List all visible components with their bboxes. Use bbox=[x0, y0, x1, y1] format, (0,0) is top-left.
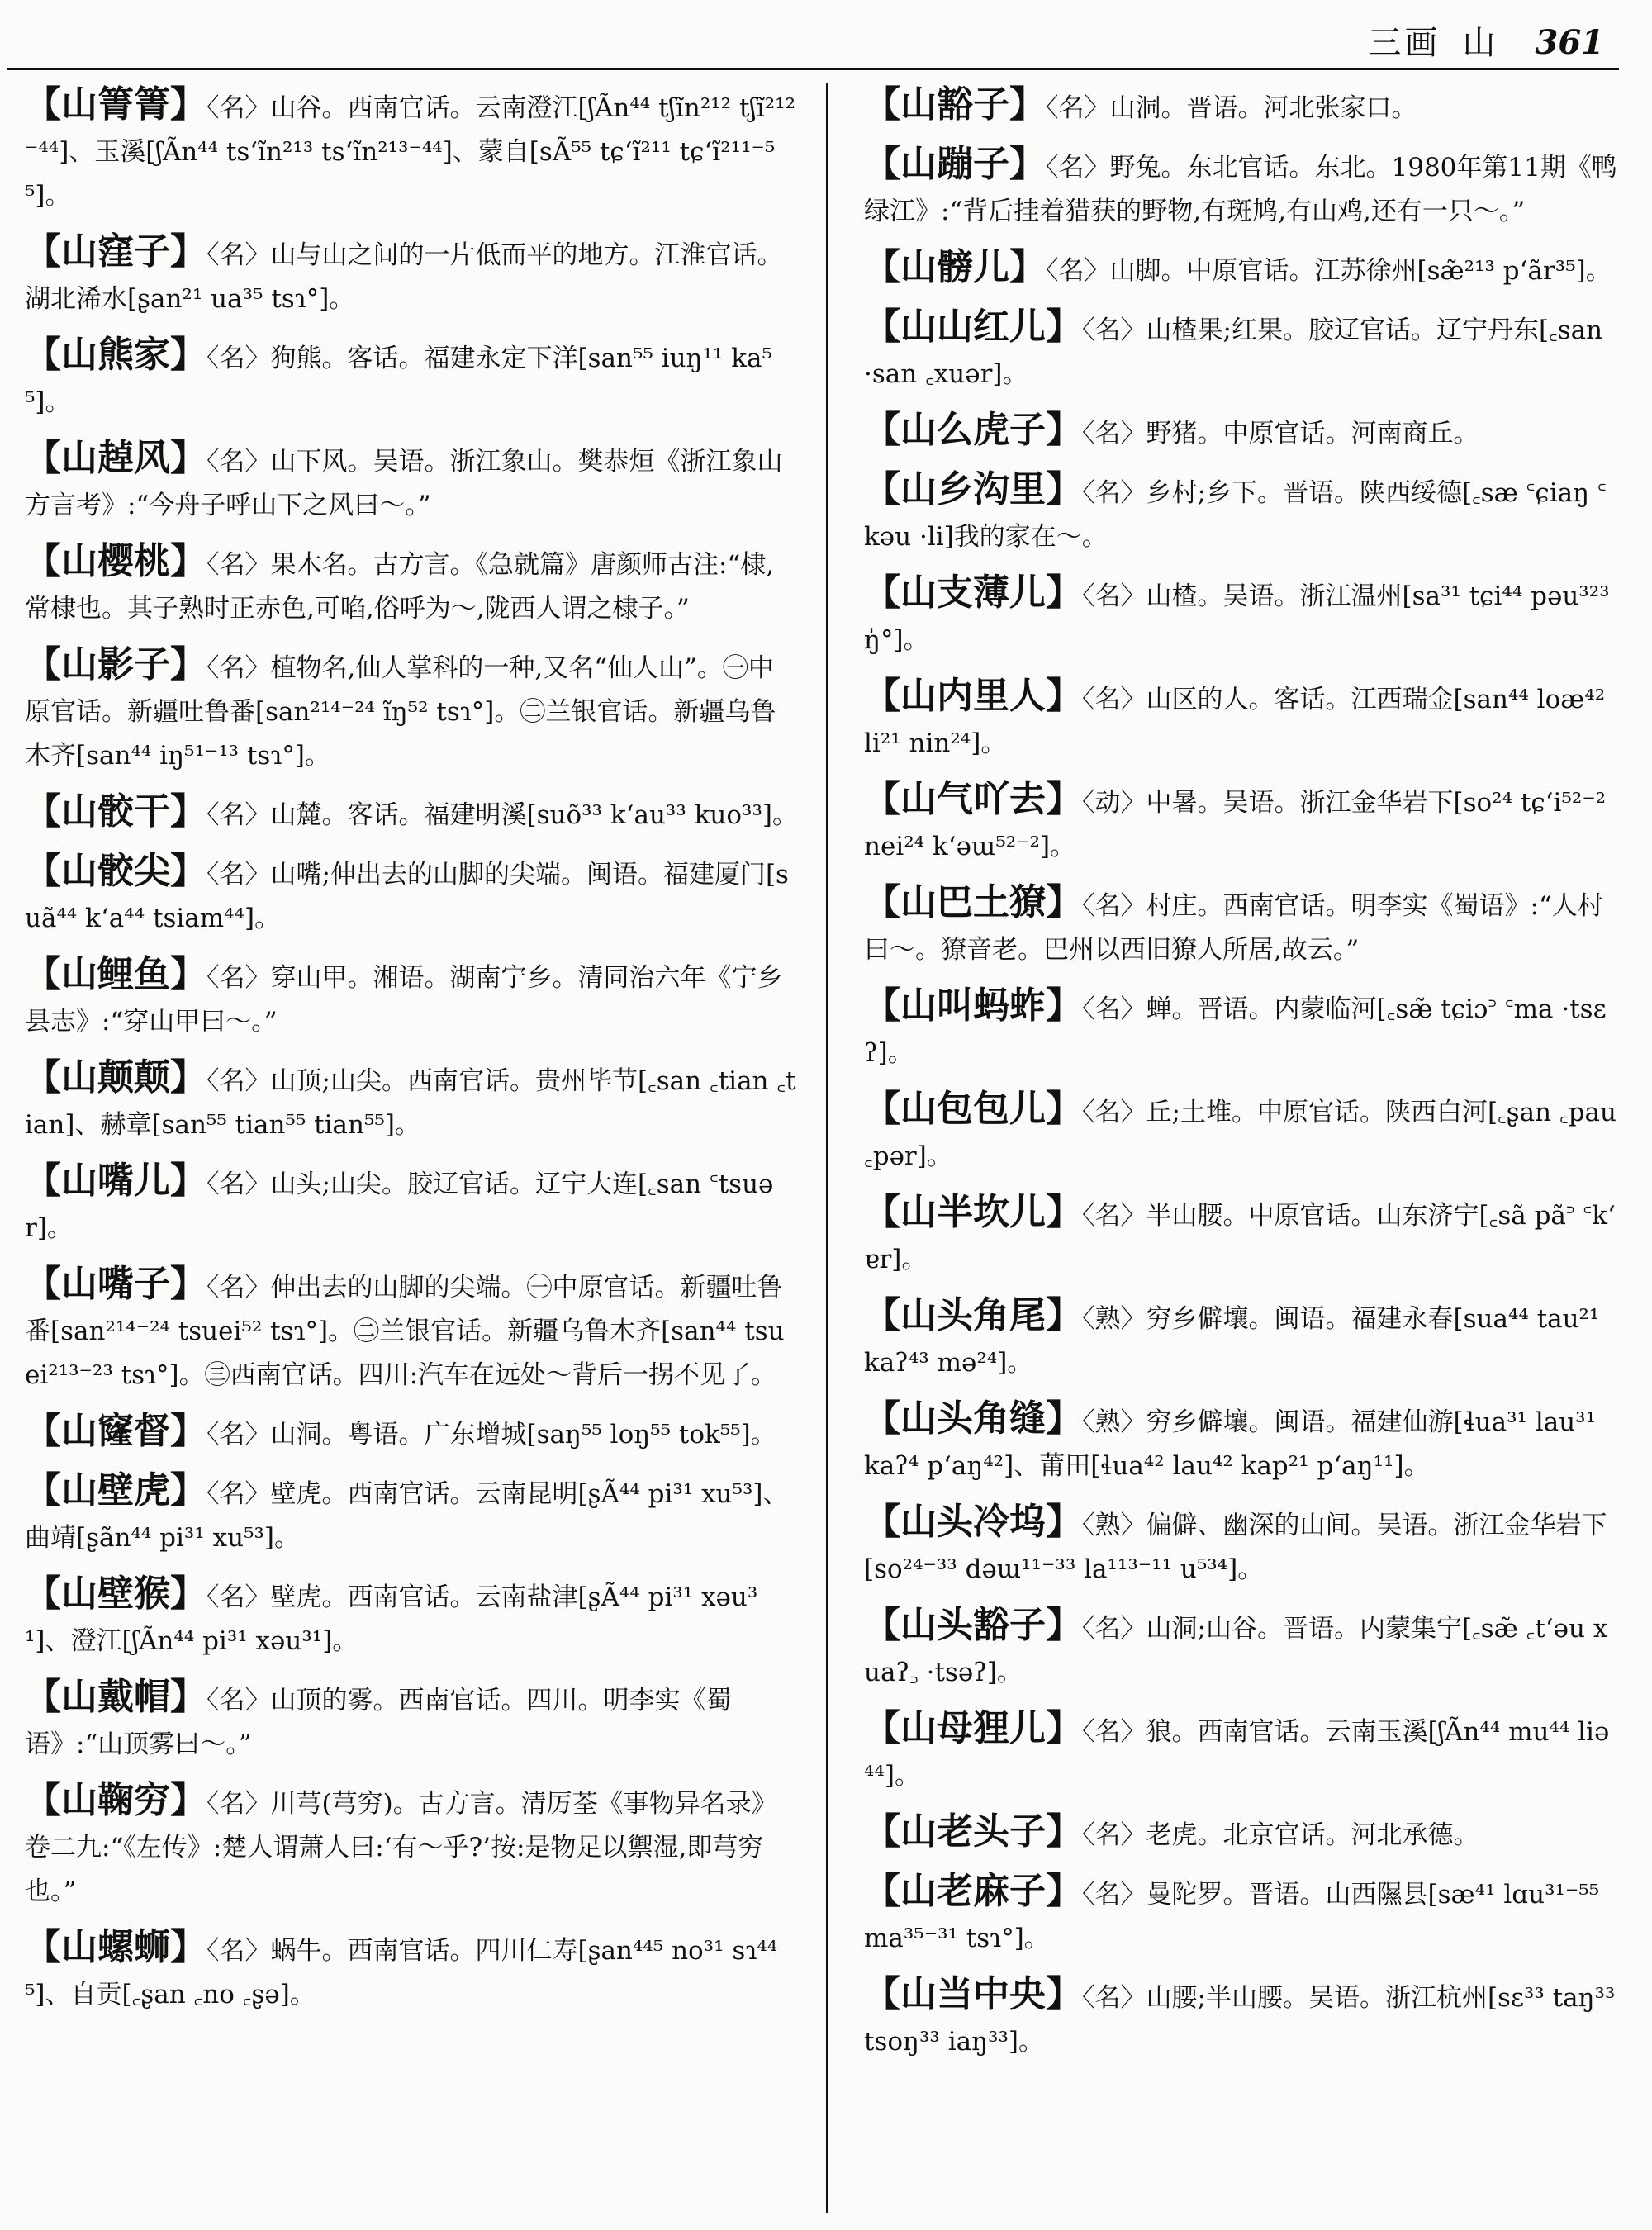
entry-headword: 【山头豁子】 bbox=[864, 1604, 1082, 1646]
entry-headword: 【山壁猴】 bbox=[25, 1573, 206, 1615]
entry-definition: 〈名〉村庄。西南官话。明李实《蜀语》:“人村曰～。獠音老。巴州以西旧獠人所居,故云。” bbox=[864, 891, 1603, 965]
dictionary-entry bbox=[864, 1087, 1617, 1179]
entry-headword: 【山樱桃】 bbox=[25, 540, 206, 582]
page-number: 361 bbox=[1535, 23, 1604, 62]
entry-definition: 〈名〉野猪。中原官话。河南商丘。 bbox=[1082, 419, 1479, 448]
radical-label: 山 bbox=[1462, 24, 1496, 62]
entry-definition: 〈名〉山脚。中原官话。江苏徐州[sæ̃²¹³ pʻãr³⁵]。 bbox=[1046, 256, 1612, 286]
entry-definition: 〈名〉山麓。客话。福建明溪[suõ³³ kʻau³³ kuo³³]。 bbox=[206, 800, 798, 830]
entry-headword: 【山气吖去】 bbox=[864, 778, 1082, 820]
dictionary-entry bbox=[25, 1056, 798, 1147]
entry-headword: 【山半坎儿】 bbox=[864, 1191, 1082, 1233]
dictionary-entry bbox=[864, 245, 1617, 293]
entry-definition: 〈名〉山楂。吴语。浙江温州[sa³¹ tɕi⁴⁴ pəu³²³ ŋ̍°]。 bbox=[864, 581, 1610, 655]
entry-definition: 〈名〉老虎。北京官话。河北承德。 bbox=[1082, 1820, 1479, 1850]
dictionary-entry bbox=[25, 1262, 798, 1397]
entry-headword: 【山老麻子】 bbox=[864, 1870, 1082, 1912]
dictionary-entry bbox=[864, 1972, 1617, 2064]
entry-definition: 〈名〉山与山之间的一片低而平的地方。江淮官话。湖北浠水[ʂan²¹ ua³⁵ tsɿ°]。 bbox=[25, 240, 783, 314]
dictionary-entry bbox=[864, 1603, 1617, 1695]
dictionary-entry bbox=[25, 333, 798, 425]
dictionary-entry bbox=[25, 436, 798, 528]
dictionary-entry bbox=[864, 83, 1617, 130]
entry-headword: 【山骹尖】 bbox=[25, 850, 206, 892]
dictionary-entry bbox=[25, 1778, 798, 1914]
entry-definition: 〈名〉半山腰。中原官话。山东济宁[꜀sã pã꜄ ꜂kʻɐr]。 bbox=[864, 1201, 1616, 1274]
dictionary-entry bbox=[864, 984, 1617, 1075]
dictionary-entry bbox=[864, 880, 1617, 972]
entry-headword: 【山头冷坞】 bbox=[864, 1501, 1082, 1543]
entry-definition: 〈名〉果木名。古方言。《急就篇》唐颜师古注:“棣,常棣也。其子熟时正赤色,可啗,俗呼为～,陇西人谓之棣子。” bbox=[25, 550, 775, 624]
entry-headword: 【山蹦子】 bbox=[864, 143, 1046, 185]
dictionary-entry bbox=[864, 1810, 1617, 1858]
dictionary-entry bbox=[864, 305, 1617, 396]
entry-headword: 【山箐箐】 bbox=[25, 83, 206, 126]
right-column bbox=[864, 83, 1617, 2076]
entry-definition: 〈名〉丘;土堆。中原官话。陕西白河[꜀ʂan ꜀pau ꜀pər]。 bbox=[864, 1098, 1616, 1171]
entry-headword: 【山支薄儿】 bbox=[864, 572, 1082, 614]
entry-headword: 【山戴帽】 bbox=[25, 1676, 206, 1718]
dictionary-entry bbox=[864, 1397, 1617, 1488]
entry-definition: 〈名〉山洞。粤语。广东增城[saŋ⁵⁵ loŋ⁵⁵ tok⁵⁵]。 bbox=[206, 1420, 776, 1450]
dictionary-entry bbox=[864, 467, 1617, 559]
entry-definition: 〈名〉曼陀罗。晋语。山西隰县[sæ⁴¹ lɑu³¹⁻⁵⁵ ma³⁵⁻³¹ tsɿ°]。 bbox=[864, 1880, 1600, 1953]
dictionary-entry bbox=[864, 571, 1617, 662]
entry-definition: 〈名〉植物名,仙人掌科的一种,又名“仙人山”。㊀中原官话。新疆吐鲁番[san²¹⁴⁻²⁴ ĩŋ⁵² tsɿ°]。㊁兰银官话。新疆乌鲁木齐[san⁴⁴ iŋ⁵¹⁻¹³ tsɿ°]。 bbox=[25, 653, 776, 771]
entry-definition: 〈名〉壁虎。西南官话。云南盐津[ʂÃ⁴⁴ pi³¹ xəu³¹]、澄江[ʃÃn⁴⁴ pi³¹ xəu³¹]。 bbox=[25, 1582, 758, 1656]
entry-headword: 【山熊家】 bbox=[25, 334, 206, 376]
entry-definition: 〈名〉山顶的雾。西南官话。四川。明李实《蜀语》:“山顶雾曰～。” bbox=[25, 1686, 732, 1759]
dictionary-entry bbox=[25, 952, 798, 1044]
dictionary-entry bbox=[864, 1869, 1617, 1961]
entry-definition: 〈名〉伸出去的山脚的尖端。㊀中原官话。新疆吐鲁番[san²¹⁴⁻²⁴ tsuei⁵² tsɿ°]。㊁兰银官话。新疆乌鲁木齐[san⁴⁴ tsuei²¹³⁻²³ tsɿ°]。㊂西南官话。四川:汽车在远处～背后一拐不见了。 bbox=[25, 1273, 785, 1390]
entry-headword: 【山骹干】 bbox=[25, 790, 206, 833]
entry-definition: 〈名〉山顶;山尖。西南官话。贵州毕节[꜀san ꜀tian ꜀tian]、赫章[san⁵⁵ tian⁵⁵ tian⁵⁵]。 bbox=[25, 1066, 796, 1140]
dictionary-entry bbox=[25, 230, 798, 321]
entry-headword: 【山当中央】 bbox=[864, 1973, 1082, 2015]
dictionary-entry bbox=[25, 1468, 798, 1560]
entry-definition: 〈名〉山腰;半山腰。吴语。浙江杭州[sɛ³³ taŋ³³ tsoŋ³³ iaŋ³³]。 bbox=[864, 1983, 1616, 2057]
entry-headword: 【山叫蚂蚱】 bbox=[864, 985, 1082, 1027]
entry-definition: 〈名〉山楂果;红果。胶辽官话。辽宁丹东[꜀san ·san ꜀xuər]。 bbox=[864, 316, 1603, 389]
entry-headword: 【山影子】 bbox=[25, 643, 206, 686]
entry-headword: 【山头角尾】 bbox=[864, 1294, 1082, 1336]
entry-definition: 〈名〉蜗牛。西南官话。四川仁寿[ʂan⁴⁴⁵ no³¹ sɿ⁴⁴⁵]、自贡[꜀ʂan ꜀no ꜀ʂə]。 bbox=[25, 1936, 778, 2009]
dictionary-entry bbox=[25, 539, 798, 631]
header-rule bbox=[7, 68, 1619, 70]
left-column bbox=[25, 83, 798, 2028]
entry-headword: 【山嘴子】 bbox=[25, 1263, 206, 1305]
entry-headword: 【山巴土獠】 bbox=[864, 881, 1082, 923]
entry-headword: 【山鞠穷】 bbox=[25, 1779, 206, 1821]
entry-headword: 【山老头子】 bbox=[864, 1810, 1082, 1853]
dictionary-entry bbox=[25, 643, 798, 778]
entry-definition: 〈名〉穿山甲。湘语。湖南宁乡。清同治六年《宁乡县志》:“穿山甲曰～。” bbox=[25, 963, 783, 1037]
entry-definition: 〈熟〉穷乡僻壤。闽语。福建永春[sua⁴⁴ tau²¹ kaʔ⁴³ mə²⁴]。 bbox=[864, 1304, 1600, 1378]
entry-headword: 【山壁虎】 bbox=[25, 1469, 206, 1511]
entry-headword: 【山内里人】 bbox=[864, 675, 1082, 717]
entry-headword: 【山乡沟里】 bbox=[864, 468, 1082, 510]
dictionary-entry bbox=[864, 1190, 1617, 1282]
entry-headword: 【山窪子】 bbox=[25, 230, 206, 273]
entry-definition: 〈名〉狼。西南官话。云南玉溪[ʃÃn⁴⁴ mu⁴⁴ liə⁴⁴]。 bbox=[864, 1717, 1610, 1791]
entry-headword: 【山鲤鱼】 bbox=[25, 953, 206, 995]
page-header bbox=[1369, 17, 1605, 64]
entry-definition: 〈名〉山嘴;伸出去的山脚的尖端。闽语。福建厦门[suã⁴⁴ kʻa⁴⁴ tsiam⁴⁴]。 bbox=[25, 860, 789, 933]
entry-definition: 〈熟〉偏僻、幽深的山间。吴语。浙江金华岩下[so²⁴⁻³³ dəɯ¹¹⁻³³ la¹¹³⁻¹¹ u⁵³⁴]。 bbox=[864, 1511, 1607, 1584]
entry-headword: 【山颠颠】 bbox=[25, 1056, 206, 1098]
dictionary-entry bbox=[25, 790, 798, 837]
entry-headword: 【山趠风】 bbox=[25, 437, 206, 479]
entry-definition: 〈名〉壁虎。西南官话。云南昆明[ʂÃ⁴⁴ pi³¹ xu⁵³]、曲靖[ʂãn⁴⁴ pi³¹ xu⁵³]。 bbox=[25, 1479, 789, 1553]
entry-headword: 【山螺蛳】 bbox=[25, 1926, 206, 1968]
entry-headword: 【山母狸儿】 bbox=[864, 1707, 1082, 1749]
dictionary-entry bbox=[864, 674, 1617, 766]
entry-definition: 〈名〉狗熊。客话。福建永定下洋[san⁵⁵ iuŋ¹¹ ka⁵⁵]。 bbox=[25, 344, 772, 417]
entry-headword: 【山窿督】 bbox=[25, 1410, 206, 1452]
entry-definition: 〈名〉乡村;乡下。晋语。陕西绥德[꜀sæ ꜂ɕiaŋ ꜂kəu ·li]我的家在～。 bbox=[864, 478, 1607, 552]
dictionary-entry bbox=[25, 83, 798, 218]
entry-definition: 〈名〉野兔。东北官话。东北。1980年第11期《鸭绿江》:“背后挂着猎获的野物,有斑鸠,有山鸡,还有一只～。” bbox=[864, 153, 1617, 226]
dictionary-entry bbox=[25, 1572, 798, 1663]
entry-definition: 〈熟〉穷乡僻壤。闽语。福建仙游[ɬua³¹ lau³¹ kaʔ⁴ pʻaŋ⁴²]、莆田[ɬua⁴² lau⁴² kap²¹ pʻaŋ¹¹]。 bbox=[864, 1407, 1597, 1481]
entry-headword: 【山么虎子】 bbox=[864, 409, 1082, 451]
dictionary-entry bbox=[864, 1706, 1617, 1798]
dictionary-entry bbox=[864, 142, 1617, 234]
dictionary-entry bbox=[25, 1675, 798, 1767]
dictionary-entry bbox=[25, 849, 798, 941]
dictionary-entry bbox=[864, 1500, 1617, 1592]
entry-headword: 【山嘴儿】 bbox=[25, 1160, 206, 1202]
entry-definition: 〈名〉山区的人。客话。江西瑞金[san⁴⁴ loæ⁴² li²¹ nin²⁴]。 bbox=[864, 685, 1606, 758]
dictionary-entry bbox=[25, 1925, 798, 2017]
entry-definition: 〈名〉山洞。晋语。河北张家口。 bbox=[1046, 93, 1417, 123]
entry-headword: 【山山红儿】 bbox=[864, 306, 1082, 348]
dictionary-entry bbox=[864, 408, 1617, 456]
section-label: 三画 bbox=[1368, 24, 1441, 62]
entry-definition: 〈动〉中暑。吴语。浙江金华岩下[so²⁴ tɕʻi⁵²⁻² nei²⁴ kʻəɯ⁵²⁻²]。 bbox=[864, 788, 1607, 861]
entry-headword: 【山豁子】 bbox=[864, 83, 1046, 126]
entry-headword: 【山包包儿】 bbox=[864, 1088, 1082, 1130]
dictionary-entry bbox=[864, 1293, 1617, 1385]
dictionary-entry bbox=[864, 777, 1617, 869]
entry-definition: 〈名〉山头;山尖。胶辽官话。辽宁大连[꜀san ꜂tsuər]。 bbox=[25, 1170, 774, 1243]
entry-headword: 【山头角缝】 bbox=[864, 1397, 1082, 1440]
entry-definition: 〈名〉山洞;山谷。晋语。内蒙集宁[꜀sæ̃ ꜀tʻəu xuaʔ꜆ ·tsəʔ]。 bbox=[864, 1614, 1608, 1687]
entry-definition: 〈名〉川芎(芎穷)。古方言。清厉荃《事物异名录》卷二九:“《左传》:楚人谓萧人曰:‘有～乎?’按:是物足以禦湿,即芎穷也。” bbox=[25, 1789, 777, 1906]
column-divider bbox=[826, 83, 828, 2213]
entry-headword: 【山髈儿】 bbox=[864, 246, 1046, 288]
entry-definition: 〈名〉山下风。吴语。浙江象山。樊恭烜《浙江象山方言考》:“今舟子呼山下之风曰～。” bbox=[25, 447, 783, 520]
dictionary-entry bbox=[25, 1409, 798, 1457]
entry-definition: 〈名〉蝉。晋语。内蒙临河[꜀sæ̃ tɕiɔ꜄ ꜂ma ·tsɛʔ]。 bbox=[864, 994, 1607, 1068]
entry-definition: 〈名〉山谷。西南官话。云南澄江[ʃÃn⁴⁴ tʃĩn²¹² tʃĩ²¹²⁻⁴⁴]、玉溪[ʃÃn⁴⁴ tsʻĩn²¹³ tsʻĩn²¹³⁻⁴⁴]、蒙自[sÃ⁵⁵ tɕʻĩ²¹¹ tɕʻĩ²¹¹⁻⁵⁵]。 bbox=[25, 93, 796, 211]
dictionary-entry bbox=[25, 1159, 798, 1250]
